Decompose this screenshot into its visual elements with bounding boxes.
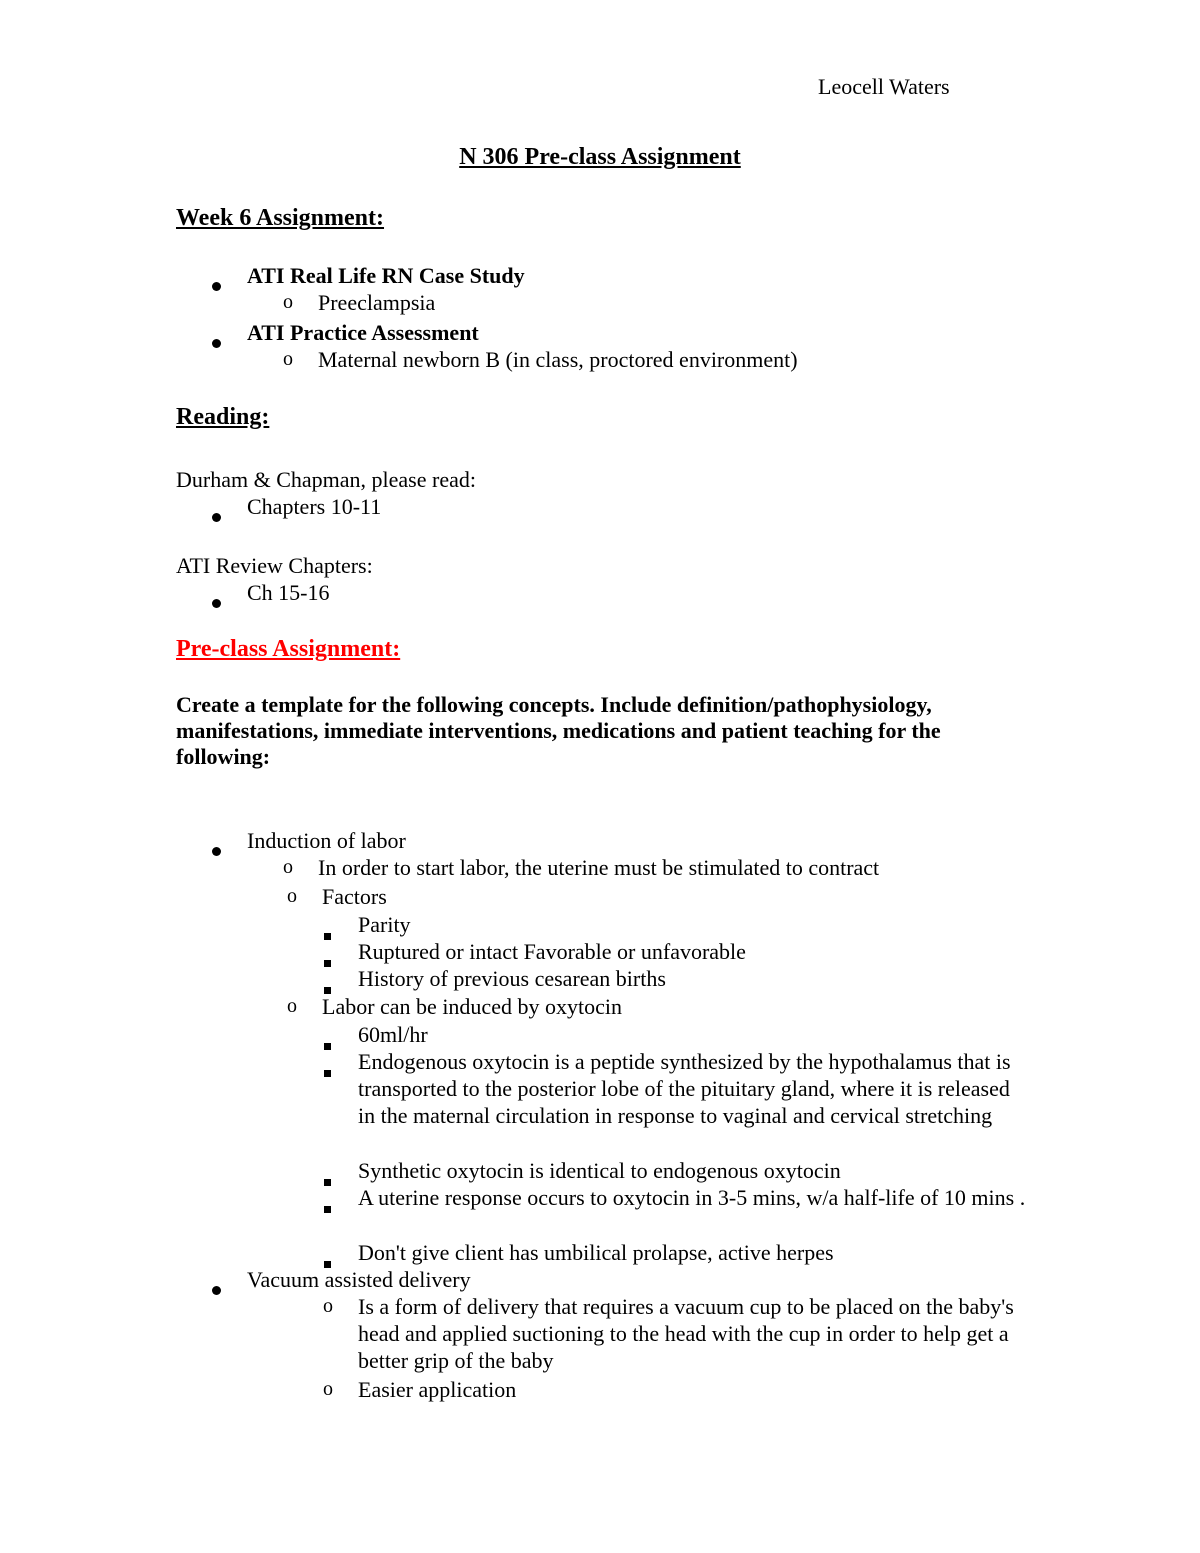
circle-bullet-icon: o: [323, 1378, 333, 1400]
circle-bullet-icon: o: [287, 995, 297, 1017]
circle-bullet-icon: o: [283, 856, 293, 878]
factor-item: Ruptured or intact Favorable or unfavorable: [358, 939, 746, 964]
document-title: N 306 Pre-class Assignment: [459, 144, 741, 170]
vacuum-item: Is a form of delivery that requires a vacuum cup to be placed on the baby's head and applied suctioning to the head with the cup in order to help get a better grip of the baby: [358, 1294, 1014, 1373]
preclass-heading: Pre-class Assignment:: [176, 636, 401, 662]
square-bullet-icon: [324, 1192, 331, 1219]
oxytocin-item: A uterine response occurs to oxytocin in 3-5 mins, w/a half-life of 10 mins .: [358, 1185, 1026, 1210]
oxytocin-item: 60ml/hr: [358, 1022, 428, 1047]
reading-heading: Reading:: [176, 404, 270, 430]
circle-bullet-icon: o: [323, 1295, 333, 1317]
square-bullet-icon: [324, 946, 331, 973]
square-bullet-icon: [324, 1165, 331, 1192]
outline-item-vacuum: Vacuum assisted delivery: [247, 1267, 471, 1292]
vacuum-item: Easier application: [358, 1377, 517, 1402]
week-item-label: ATI Real Life RN Case Study: [247, 263, 525, 288]
week-heading: Week 6 Assignment:: [176, 205, 385, 231]
bullet-icon: [212, 835, 221, 862]
circle-bullet-icon: o: [283, 291, 293, 313]
oxytocin-item: Endogenous oxytocin is a peptide synthesized by the hypothalamus that is transported to the posterior lobe of the pituitary gland, where it is released in the maternal circulation in response to vaginal and cervical stretching: [358, 1049, 1011, 1128]
induction-oxytocin-label: Labor can be induced by oxytocin: [322, 994, 622, 1019]
bullet-icon: [212, 1274, 221, 1301]
week-item-sub: Maternal newborn B (in class, proctored environment): [318, 347, 798, 372]
week-item-sub: Preeclampsia: [318, 290, 436, 315]
preclass-instructions: Create a template for the following concepts. Include definition/pathophysiology, manifestations, immediate interventions, medications and patient teaching for the following:: [176, 692, 941, 769]
oxytocin-item: Synthetic oxytocin is identical to endogenous oxytocin: [358, 1158, 841, 1183]
outline-item-induction: Induction of labor: [247, 828, 406, 853]
square-bullet-icon: [324, 1056, 331, 1083]
bullet-icon: [212, 270, 221, 297]
induction-factors-label: Factors: [322, 884, 387, 909]
author-name: Leocell Waters: [818, 74, 950, 99]
circle-bullet-icon: o: [283, 348, 293, 370]
week-item-label: ATI Practice Assessment: [247, 320, 479, 345]
circle-bullet-icon: o: [287, 885, 297, 907]
bullet-icon: [212, 587, 221, 614]
ati-item: Ch 15-16: [247, 580, 330, 605]
oxytocin-item: Don't give client has umbilical prolapse, active herpes: [358, 1240, 834, 1265]
ati-intro: ATI Review Chapters:: [176, 553, 373, 578]
square-bullet-icon: [324, 1029, 331, 1056]
factor-item: History of previous cesarean births: [358, 966, 666, 991]
durham-intro: Durham & Chapman, please read:: [176, 467, 476, 492]
induction-stimulate: In order to start labor, the uterine must be stimulated to contract: [318, 855, 880, 880]
square-bullet-icon: [324, 919, 331, 946]
bullet-icon: [212, 501, 221, 528]
factor-item: Parity: [358, 912, 411, 937]
bullet-icon: [212, 327, 221, 354]
durham-item: Chapters 10-11: [247, 494, 382, 519]
